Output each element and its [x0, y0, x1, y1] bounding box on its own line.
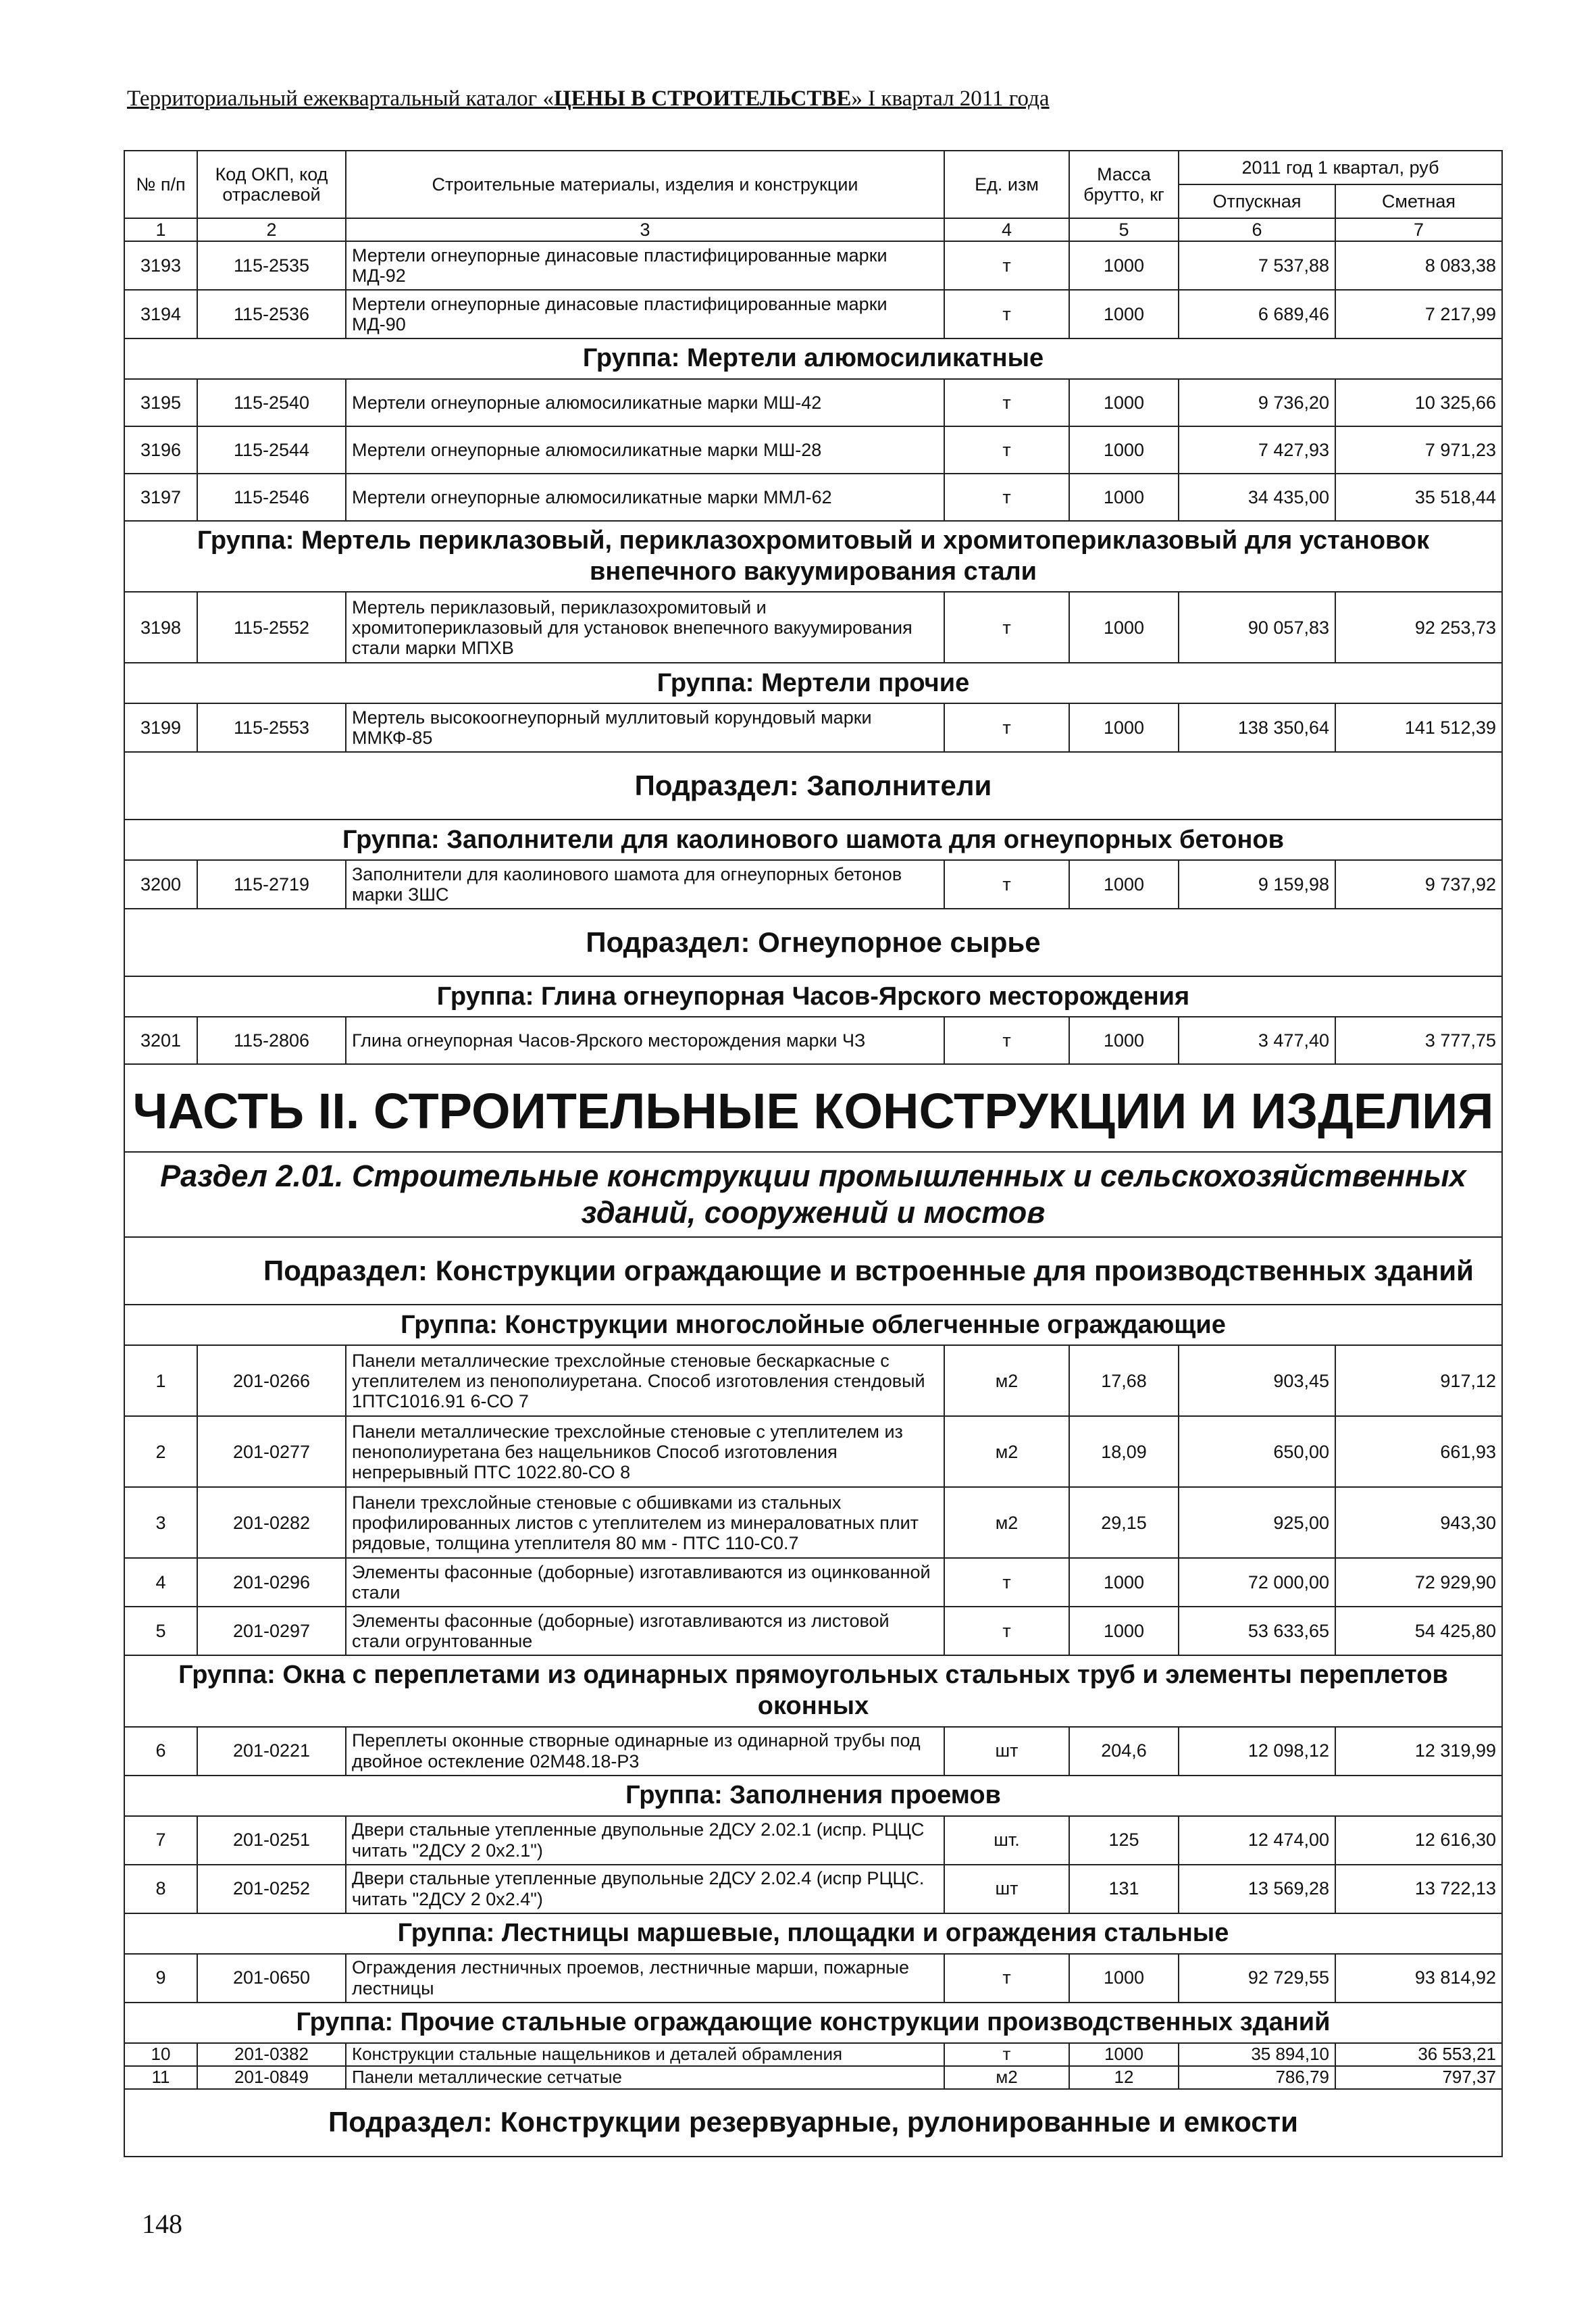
cell-name: Конструкции стальные нащельников и деталей обрамления — [346, 2043, 944, 2066]
cell-num: 3200 — [124, 860, 197, 909]
group-row — [124, 2003, 1502, 2043]
cell-code: 201-0251 — [197, 1816, 346, 1865]
cell-code: 115-2552 — [197, 592, 346, 663]
cell-num: 3196 — [124, 426, 197, 474]
group-row — [124, 1655, 1502, 1726]
table-row — [124, 592, 1502, 663]
group-heading: Группа: Мертели прочие — [124, 663, 1502, 703]
cell-num: 3198 — [124, 592, 197, 663]
cell-release-price: 13 569,28 — [1179, 1865, 1335, 1913]
cell-num: 5 — [124, 1607, 197, 1655]
group-heading: Группа: Лестницы маршевые, площадки и ограждения стальные — [124, 1913, 1502, 1954]
cell-name: Панели металлические сетчатые — [346, 2066, 944, 2089]
page-header — [127, 86, 1050, 111]
cell-estimate-price: 7 217,99 — [1335, 290, 1502, 338]
cell-release-price: 6 689,46 — [1179, 290, 1335, 338]
cell-mass: 17,68 — [1069, 1345, 1179, 1416]
cell-mass: 1000 — [1069, 1017, 1179, 1064]
cell-num: 8 — [124, 1865, 197, 1913]
cell-release-price: 3 477,40 — [1179, 1017, 1335, 1064]
page-number: 148 — [142, 2209, 182, 2239]
cell-release-price: 9 736,20 — [1179, 379, 1335, 426]
cell-mass: 1000 — [1069, 592, 1179, 663]
cell-num: 1 — [124, 1345, 197, 1416]
cell-unit: м2 — [944, 2066, 1069, 2089]
cell-estimate-price: 7 971,23 — [1335, 426, 1502, 474]
col-header-unit: Ед. изм — [944, 151, 1069, 218]
cell-unit: шт — [944, 1865, 1069, 1913]
cell-name: Мертель высокоогнеупорный муллитовый корундовый марки ММКФ-85 — [346, 703, 944, 752]
cell-unit: т — [944, 1558, 1069, 1607]
cell-num: 7 — [124, 1816, 197, 1865]
cell-code: 201-0382 — [197, 2043, 346, 2066]
cell-num: 3201 — [124, 1017, 197, 1064]
cell-num: 2 — [124, 1416, 197, 1487]
subsection-heading: Подраздел: Конструкции ограждающие и встроенные для производственных зданий — [124, 1237, 1502, 1305]
cell-code: 201-0277 — [197, 1416, 346, 1487]
cell-code: 201-0297 — [197, 1607, 346, 1655]
cell-mass: 12 — [1069, 2066, 1179, 2089]
cell-mass: 131 — [1069, 1865, 1179, 1913]
group-row — [124, 976, 1502, 1017]
cell-unit: т — [944, 703, 1069, 752]
cell-release-price: 7 427,93 — [1179, 426, 1335, 474]
cell-release-price: 34 435,00 — [1179, 474, 1335, 521]
group-heading: Группа: Окна с переплетами из одинарных прямоугольных стальных труб и элементы переплетов оконных — [124, 1655, 1502, 1726]
cell-num: 11 — [124, 2066, 197, 2089]
cell-num: 9 — [124, 1954, 197, 2003]
section-row — [124, 1152, 1502, 1237]
cell-mass: 1000 — [1069, 474, 1179, 521]
cell-estimate-price: 72 929,90 — [1335, 1558, 1502, 1607]
cell-name: Мертели огнеупорные алюмосиликатные марки МШ-28 — [346, 426, 944, 474]
cell-name: Элементы фасонные (доборные) изготавливаются из оцинкованной стали — [346, 1558, 944, 1607]
cell-code: 201-0252 — [197, 1865, 346, 1913]
subsection-row — [124, 752, 1502, 820]
cell-unit: т — [944, 1017, 1069, 1064]
group-heading: Группа: Заполнения проемов — [124, 1776, 1502, 1816]
cell-estimate-price: 9 737,92 — [1335, 860, 1502, 909]
cell-num: 3193 — [124, 241, 197, 290]
table-row — [124, 1558, 1502, 1607]
group-row — [124, 1305, 1502, 1345]
cell-estimate-price: 8 083,38 — [1335, 241, 1502, 290]
cell-num: 3 — [124, 1487, 197, 1558]
table-row — [124, 2043, 1502, 2066]
cell-unit: т — [944, 241, 1069, 290]
cell-mass: 1000 — [1069, 1558, 1179, 1607]
cell-release-price: 9 159,98 — [1179, 860, 1335, 909]
cell-mass: 204,6 — [1069, 1727, 1179, 1776]
cell-name: Переплеты оконные створные одинарные из одинарной трубы под двойное остекление 02М48.18-Р3 — [346, 1727, 944, 1776]
cell-code: 201-0266 — [197, 1345, 346, 1416]
cell-estimate-price: 54 425,80 — [1335, 1607, 1502, 1655]
col-number-4: 4 — [944, 218, 1069, 241]
cell-code: 115-2535 — [197, 241, 346, 290]
cell-unit: м2 — [944, 1345, 1069, 1416]
subsection-row — [124, 909, 1502, 976]
cell-mass: 1000 — [1069, 379, 1179, 426]
header-suffix: » I квартал 2011 года — [851, 86, 1050, 111]
table-body — [124, 241, 1502, 2156]
cell-unit: т — [944, 592, 1069, 663]
cell-release-price: 786,79 — [1179, 2066, 1335, 2089]
table-row — [124, 1607, 1502, 1655]
cell-mass: 18,09 — [1069, 1416, 1179, 1487]
cell-unit: шт — [944, 1727, 1069, 1776]
price-table — [124, 150, 1503, 2157]
cell-release-price: 7 537,88 — [1179, 241, 1335, 290]
cell-release-price: 138 350,64 — [1179, 703, 1335, 752]
col-number-3: 3 — [346, 218, 944, 241]
col-header-estimate: Сметная — [1335, 184, 1502, 218]
section-heading: Раздел 2.01. Строительные конструкции промышленных и сельскохозяйственных зданий, сооружений и мостов — [124, 1152, 1502, 1237]
table-row — [124, 1416, 1502, 1487]
cell-mass: 29,15 — [1069, 1487, 1179, 1558]
cell-release-price: 12 474,00 — [1179, 1816, 1335, 1865]
cell-unit: т — [944, 1607, 1069, 1655]
col-header-mass: Масса брутто, кг — [1069, 151, 1179, 218]
subsection-heading: Подраздел: Огнеупорное сырье — [124, 909, 1502, 976]
col-header-name: Строительные материалы, изделия и конструкции — [346, 151, 944, 218]
cell-mass: 1000 — [1069, 1954, 1179, 2003]
group-heading: Группа: Мертель периклазовый, периклазохромитовый и хромитопериклазовый для установок внепечного вакуумирования стали — [124, 521, 1502, 592]
group-heading: Группа: Конструкции многослойные облегченные ограждающие — [124, 1305, 1502, 1345]
group-row — [124, 521, 1502, 592]
cell-mass: 1000 — [1069, 426, 1179, 474]
cell-unit: т — [944, 1954, 1069, 2003]
table-row — [124, 474, 1502, 521]
cell-code: 115-2719 — [197, 860, 346, 909]
cell-code: 201-0650 — [197, 1954, 346, 2003]
table-row — [124, 860, 1502, 909]
group-row — [124, 820, 1502, 860]
cell-code: 201-0296 — [197, 1558, 346, 1607]
cell-name: Мертели огнеупорные динасовые пластифицированные марки МД-90 — [346, 290, 944, 338]
col-header-release: Отпускная — [1179, 184, 1335, 218]
cell-estimate-price: 797,37 — [1335, 2066, 1502, 2089]
group-heading: Группа: Мертели алюмосиликатные — [124, 338, 1502, 379]
cell-estimate-price: 10 325,66 — [1335, 379, 1502, 426]
cell-release-price: 650,00 — [1179, 1416, 1335, 1487]
col-number-7: 7 — [1335, 218, 1502, 241]
table-row — [124, 2066, 1502, 2089]
group-row — [124, 663, 1502, 703]
cell-release-price: 72 000,00 — [1179, 1558, 1335, 1607]
cell-release-price: 53 633,65 — [1179, 1607, 1335, 1655]
header-title: ЦЕНЫ В СТРОИТЕЛЬСТВЕ — [553, 86, 852, 111]
cell-name: Глина огнеупорная Часов-Ярского месторождения марки ЧЗ — [346, 1017, 944, 1064]
cell-release-price: 903,45 — [1179, 1345, 1335, 1416]
cell-name: Элементы фасонные (доборные) изготавливаются из листовой стали огрунтованные — [346, 1607, 944, 1655]
table-row — [124, 1816, 1502, 1865]
cell-code: 201-0221 — [197, 1727, 346, 1776]
cell-estimate-price: 917,12 — [1335, 1345, 1502, 1416]
col-number-2: 2 — [197, 218, 346, 241]
group-heading: Группа: Глина огнеупорная Часов-Ярского месторождения — [124, 976, 1502, 1017]
table-row — [124, 1954, 1502, 2003]
cell-unit: м2 — [944, 1416, 1069, 1487]
cell-code: 115-2536 — [197, 290, 346, 338]
cell-estimate-price: 661,93 — [1335, 1416, 1502, 1487]
cell-unit: т — [944, 2043, 1069, 2066]
cell-release-price: 925,00 — [1179, 1487, 1335, 1558]
cell-release-price: 12 098,12 — [1179, 1727, 1335, 1776]
cell-num: 3195 — [124, 379, 197, 426]
group-heading: Группа: Заполнители для каолинового шамота для огнеупорных бетонов — [124, 820, 1502, 860]
cell-mass: 125 — [1069, 1816, 1179, 1865]
group-row — [124, 338, 1502, 379]
subsection-heading: Подраздел: Конструкции резервуарные, рулонированные и емкости — [124, 2089, 1502, 2157]
subsection-row — [124, 2089, 1502, 2157]
table-row — [124, 703, 1502, 752]
table-row — [124, 1017, 1502, 1064]
table-row — [124, 241, 1502, 290]
cell-name: Панели металлические трехслойные стеновые с утеплителем из пенополиуретана без нащельников Способ изготовления непрерывный ПТС 1022.80-СО 8 — [346, 1416, 944, 1487]
cell-code: 115-2546 — [197, 474, 346, 521]
header-prefix: Территориальный ежеквартальный каталог « — [127, 86, 554, 111]
cell-name: Мертель периклазовый, периклазохромитовый и хромитопериклазовый для установок внепечного вакуумирования стали марки МПХВ — [346, 592, 944, 663]
table-row — [124, 426, 1502, 474]
cell-code: 201-0282 — [197, 1487, 346, 1558]
cell-estimate-price: 3 777,75 — [1335, 1017, 1502, 1064]
cell-name: Заполнители для каолинового шамота для огнеупорных бетонов марки ЗШС — [346, 860, 944, 909]
cell-mass: 1000 — [1069, 703, 1179, 752]
cell-code: 201-0849 — [197, 2066, 346, 2089]
cell-unit: шт. — [944, 1816, 1069, 1865]
cell-mass: 1000 — [1069, 241, 1179, 290]
cell-num: 10 — [124, 2043, 197, 2066]
col-number-6: 6 — [1179, 218, 1335, 241]
part-heading: ЧАСТЬ II. СТРОИТЕЛЬНЫЕ КОНСТРУКЦИИ И ИЗДЕЛИЯ — [124, 1064, 1502, 1152]
table-row — [124, 379, 1502, 426]
cell-unit: т — [944, 860, 1069, 909]
cell-estimate-price: 141 512,39 — [1335, 703, 1502, 752]
cell-code: 115-2806 — [197, 1017, 346, 1064]
cell-code: 115-2553 — [197, 703, 346, 752]
cell-release-price: 90 057,83 — [1179, 592, 1335, 663]
cell-mass: 1000 — [1069, 1607, 1179, 1655]
cell-name: Ограждения лестничных проемов, лестничные марши, пожарные лестницы — [346, 1954, 944, 2003]
cell-estimate-price: 93 814,92 — [1335, 1954, 1502, 2003]
col-header-code: Код ОКП, код отраслевой — [197, 151, 346, 218]
cell-code: 115-2544 — [197, 426, 346, 474]
table-row — [124, 1345, 1502, 1416]
cell-mass: 1000 — [1069, 860, 1179, 909]
cell-mass: 1000 — [1069, 290, 1179, 338]
cell-release-price: 92 729,55 — [1179, 1954, 1335, 2003]
table-row — [124, 290, 1502, 338]
cell-name: Панели трехслойные стеновые с обшивками из стальных профилированных листов с утеплителем из минераловатных плит рядовые, толщина утеплителя 80 мм - ПТС 110-С0.7 — [346, 1487, 944, 1558]
subsection-heading: Подраздел: Заполнители — [124, 752, 1502, 820]
table-row — [124, 1727, 1502, 1776]
cell-estimate-price: 13 722,13 — [1335, 1865, 1502, 1913]
cell-name: Двери стальные утепленные двупольные 2ДСУ 2.02.4 (испр РЦЦС. читать "2ДСУ 2 0х2.4") — [346, 1865, 944, 1913]
cell-num: 3199 — [124, 703, 197, 752]
cell-estimate-price: 12 319,99 — [1335, 1727, 1502, 1776]
cell-estimate-price: 36 553,21 — [1335, 2043, 1502, 2066]
cell-estimate-price: 943,30 — [1335, 1487, 1502, 1558]
cell-unit: т — [944, 426, 1069, 474]
cell-name: Панели металлические трехслойные стеновые бескаркасные с утеплителем из пенополиуретана. Способ изготовления стендовый 1ПТС1016.91 6-СО 7 — [346, 1345, 944, 1416]
part-row — [124, 1064, 1502, 1152]
cell-estimate-price: 12 616,30 — [1335, 1816, 1502, 1865]
subsection-row — [124, 1237, 1502, 1305]
cell-unit: т — [944, 379, 1069, 426]
cell-release-price: 35 894,10 — [1179, 2043, 1335, 2066]
cell-name: Двери стальные утепленные двупольные 2ДСУ 2.02.1 (испр. РЦЦС читать "2ДСУ 2 0х2.1") — [346, 1816, 944, 1865]
cell-unit: т — [944, 290, 1069, 338]
group-row — [124, 1776, 1502, 1816]
cell-name: Мертели огнеупорные алюмосиликатные марки ММЛ-62 — [346, 474, 944, 521]
cell-unit: т — [944, 474, 1069, 521]
cell-num: 3194 — [124, 290, 197, 338]
cell-num: 3197 — [124, 474, 197, 521]
cell-num: 4 — [124, 1558, 197, 1607]
col-header-period: 2011 год 1 квартал, руб — [1179, 151, 1502, 184]
table-row — [124, 1487, 1502, 1558]
table-row — [124, 1865, 1502, 1913]
cell-estimate-price: 35 518,44 — [1335, 474, 1502, 521]
group-heading: Группа: Прочие стальные ограждающие конструкции производственных зданий — [124, 2003, 1502, 2043]
group-row — [124, 1913, 1502, 1954]
cell-name: Мертели огнеупорные динасовые пластифицированные марки МД-92 — [346, 241, 944, 290]
cell-estimate-price: 92 253,73 — [1335, 592, 1502, 663]
cell-num: 6 — [124, 1727, 197, 1776]
col-header-num: № п/п — [124, 151, 197, 218]
cell-unit: м2 — [944, 1487, 1069, 1558]
col-number-1: 1 — [124, 218, 197, 241]
cell-mass: 1000 — [1069, 2043, 1179, 2066]
cell-code: 115-2540 — [197, 379, 346, 426]
cell-name: Мертели огнеупорные алюмосиликатные марки МШ-42 — [346, 379, 944, 426]
col-number-5: 5 — [1069, 218, 1179, 241]
